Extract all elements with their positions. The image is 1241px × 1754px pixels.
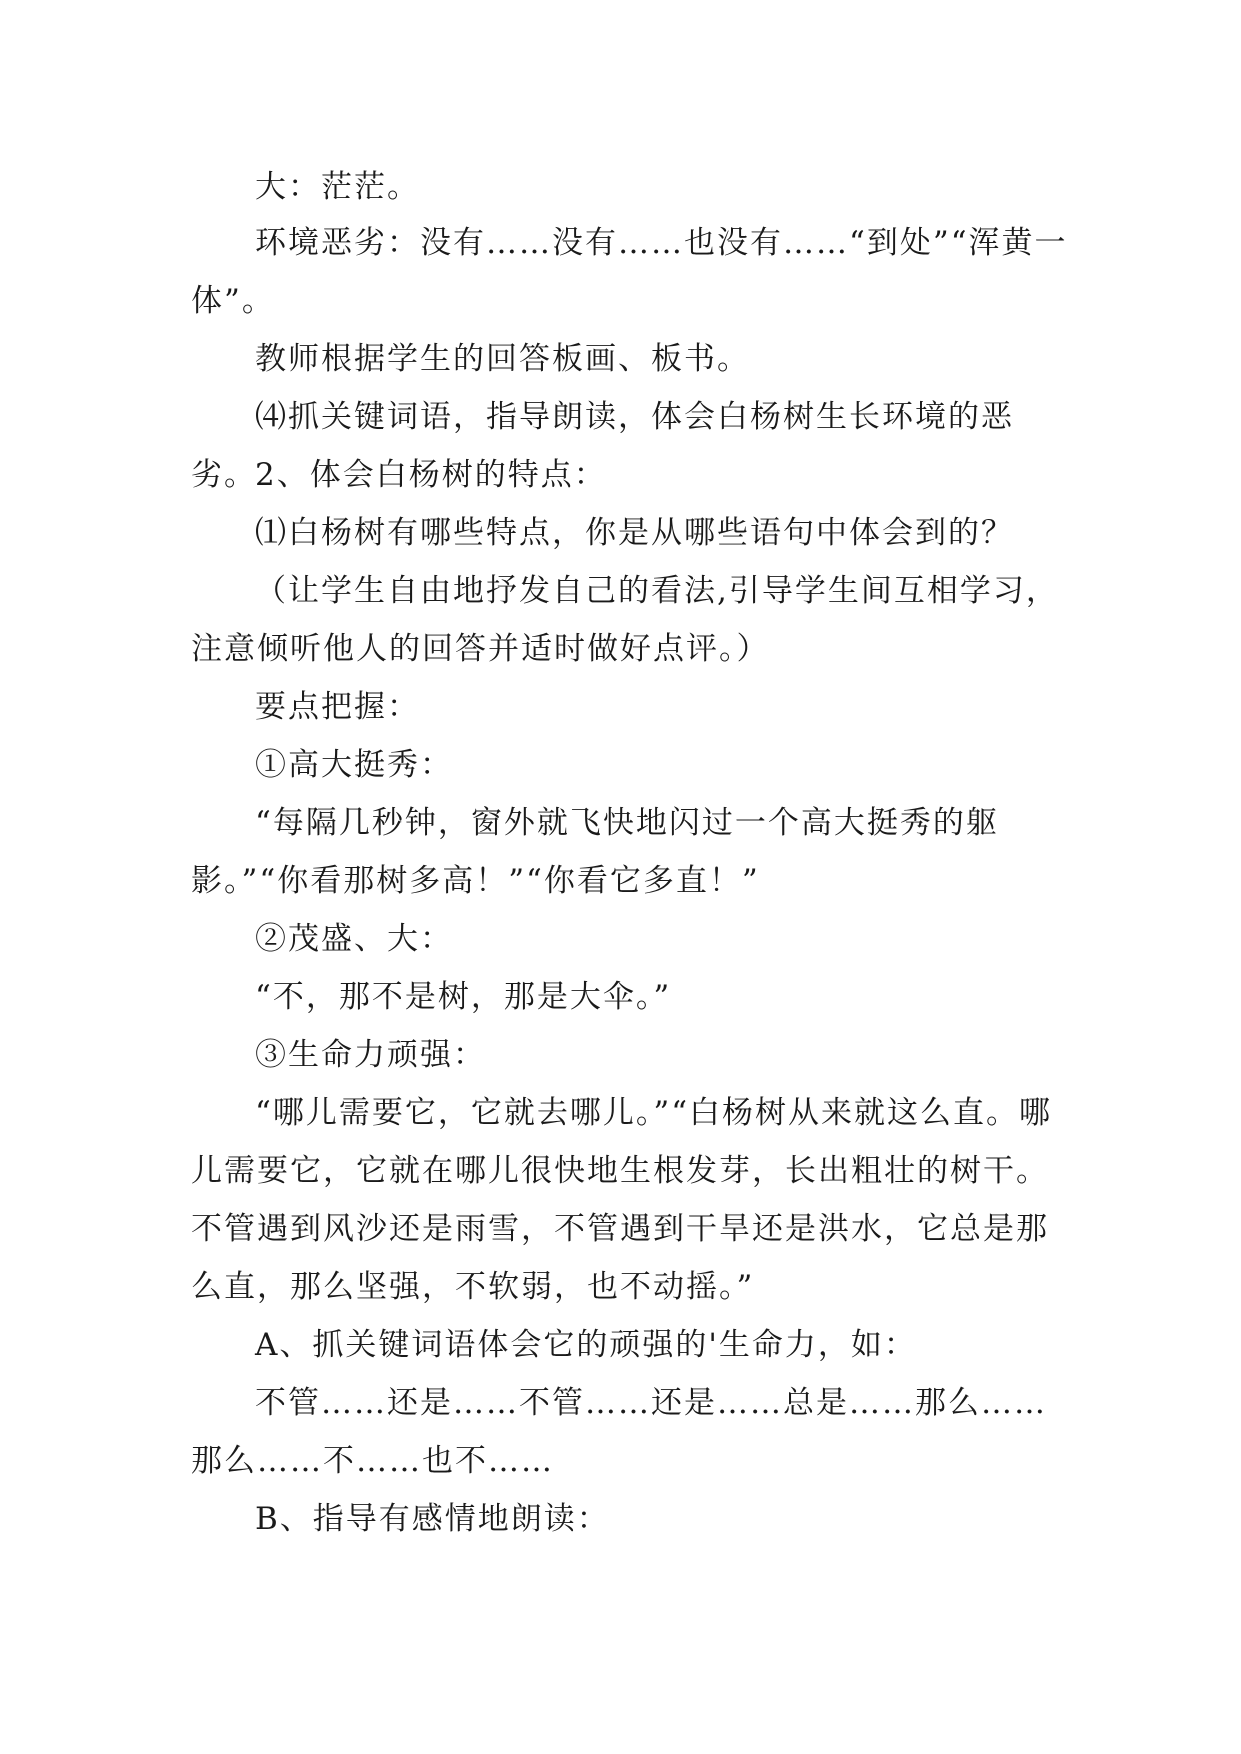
paragraph-5: 2、体会白杨树的特点： <box>255 457 607 493</box>
paragraph-15: A、抓关键词语体会它的顽强的'生命力，如： <box>255 1327 917 1363</box>
paragraph-1: 大：茫茫。 <box>255 169 420 205</box>
paragraph-11: ②茂盛、大： <box>255 921 453 957</box>
paragraph-4: ⑷抓关键词语，指导朗读，体会白杨树生长环境的恶劣。 <box>191 399 1014 493</box>
paragraph-10: “每隔几秒钟，窗外就飞快地闪过一个高大挺秀的躯影。”“你看那树多高！”“你看它多直！” <box>191 805 999 899</box>
paragraph-7: （让学生自由地抒发自己的看法,引导学生间互相学习，注意倾听他人的回答并适时做好点评。） <box>191 573 1059 667</box>
paragraph-16: 不管……还是……不管……还是……总是……那么……那么……不……也不…… <box>191 1385 1047 1479</box>
paragraph-13: ③生命力顽强： <box>255 1037 486 1073</box>
paragraph-3: 教师根据学生的回答板画、板书。 <box>255 341 750 377</box>
paragraph-8: 要点把握： <box>255 689 420 725</box>
paragraph-14: “哪儿需要它，它就去哪儿。”“白杨树从来就这么直。哪儿需要它，它就在哪儿很快地生根发芽，长出粗壮的树干。不管遇到风沙还是雨雪，不管遇到干旱还是洪水，它总是那么直，那么坚强，不软弱，也不动摇。” <box>191 1095 1053 1305</box>
paragraph-2: 环境恶劣：没有……没有……也没有……“到处”“浑黄一体”。 <box>191 225 1068 319</box>
paragraph-12: “不，那不是树，那是大伞。” <box>255 979 672 1015</box>
paragraph-17: B、指导有感情地朗读： <box>255 1501 610 1537</box>
paragraph-6: ⑴白杨树有哪些特点，你是从哪些语句中体会到的？ <box>255 515 1014 551</box>
paragraph-9: ①高大挺秀： <box>255 747 453 783</box>
